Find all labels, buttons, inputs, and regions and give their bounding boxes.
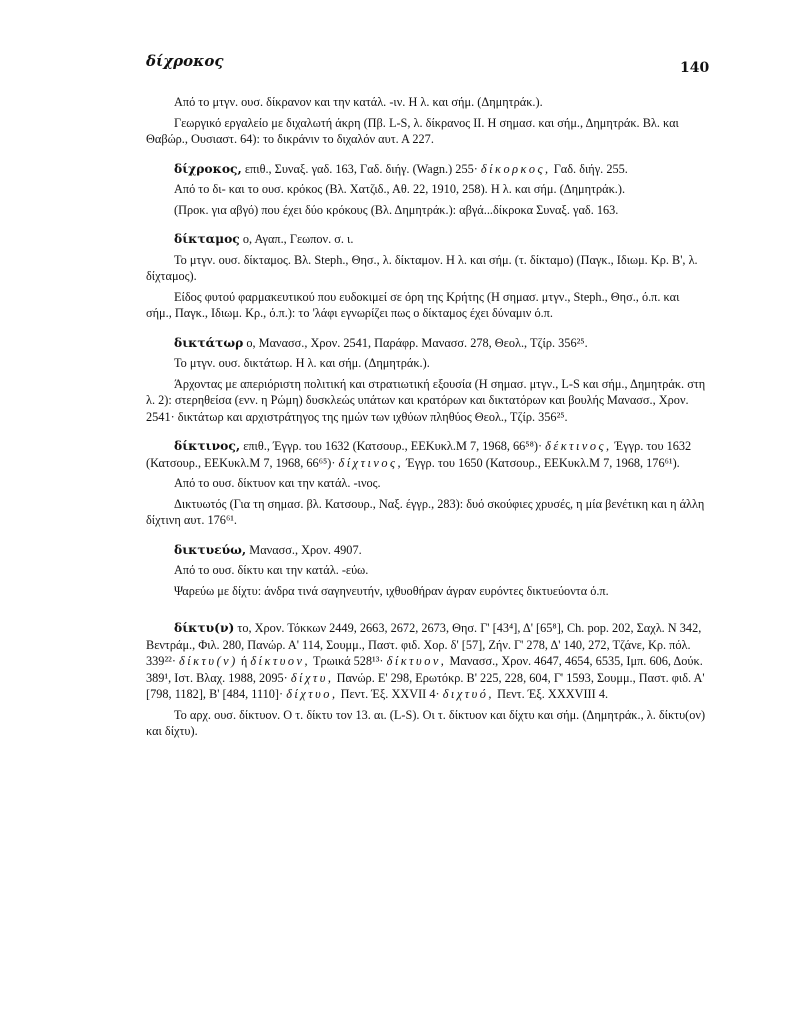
sources-text: το, Χρον. Τόκκων 2449, 2663, 2672, 2673, Θησ. Γ' [43⁴], Δ' [65⁸], Ch. pop. 202, Σαχλ. Ν 342, Βεντράμ., Φιλ. 280, Πανώρ. Α' 114, Σουμμ., Παστ. φιδ. Χορ. δ' [57], Ζήν. Γ' 278, Δ' 140, 272, Τζάνε, Κρ. πόλ. 339²²· [146, 621, 702, 668]
sources-text: ο, Μανασσ., Χρον. 2541, Παράφρ. Μανασσ. 278, Θεολ., Τζίρ. 356²⁵. [246, 335, 588, 350]
sources-text-6: Πεντ. Έξ. XXXVIII 4. [497, 687, 609, 701]
entry-dichrokos [146, 161, 706, 219]
entry-dikty [146, 620, 706, 740]
variant-form-4: δίχτυ, [290, 670, 334, 685]
headword: δίχροκος, [174, 160, 242, 176]
entry-sources [146, 335, 706, 352]
etymology: Από το ουσ. δίκτυον και την κατάλ. -ινος. [174, 476, 381, 490]
definition: Είδος φυτού φαρμακευτικού που ευδοκιμεί σε όρη της Κρήτης (Η σημασ. μτγν., Steph., Θησ., ό.π. και σήμ., Παγκ., Ιδιωμ. Κρ., ό.π.): το 'λάφι εγνωρίζει πως ο δίκταμος έχει δύναμιν ό.π. [146, 289, 680, 320]
headword: δίκταμος [174, 231, 240, 246]
headword: δίκτυ(ν) [174, 620, 235, 635]
entry-diktinos [146, 438, 706, 529]
definition: Άρχοντας με απεριόριστη πολιτική και στρατιωτική εξουσία (Η σημασ. μτγν., L-S και σήμ., Δημητράκ. στη λ. 2): στερηθείσα (ενν. η Ρώμη) δυσκλεώς υπάτων και κρατόρων και δικτατόρων και βουλής Μανασσ., Χρον. 2541· δικτάτωρ και αρχιστράτηγος της ημών των ιχθύων πληθύος Θεολ., Τζίρ. 356²⁵. [146, 376, 706, 424]
etymology: Από το ουσ. δίκτυ και την κατάλ. -εύω. [174, 563, 369, 577]
sources-text: επιθ., Συναξ. γαδ. 163, Γαδ. διήγ. (Wagn.) 255· [244, 161, 478, 176]
definition: Ψαρεύω με δίχτυ: άνδρα τινά σαγηνευτήν, ιχθυοθήραν άγραν ευρόντες δικτυεύοντα ό.π. [174, 583, 609, 598]
etymology: Το μτγν. ουσ. δικτάτωρ. Η λ. και σήμ. (Δημητράκ.). [174, 356, 430, 370]
sources-text-2: Τρωικά 528¹³· [312, 654, 384, 668]
sources-text-2: Γαδ. διήγ. 255. [553, 161, 628, 176]
variant-form-2: δίκτυον, [250, 654, 311, 668]
variant-form: δέκτινος, [545, 439, 612, 453]
etymology: Από το δι- και το ουσ. κρόκος (Βλ. Χατζιδ., Αθ. 22, 1910, 258). Η λ. και σήμ. (Δημητράκ.). [174, 182, 626, 196]
running-head: δίχροκος [146, 52, 224, 70]
variant-form: δίκορκος, [480, 161, 551, 176]
entry-sources [146, 161, 706, 178]
sources-text: επιθ., Έγγρ. του 1632 (Κατσουρ., ΕΕΚυκλ.Μ 7, 1968, 66⁵⁸)· [243, 439, 543, 453]
etymology: Το αρχ. ουσ. δίκτυον. Ο τ. δίκτυ τον 13. αι. (L-S). Οι τ. δίκτυον και δίχτυ και σήμ. (Δημητράκ., λ. δίκτυ(ον) και δίχτυ). [146, 707, 706, 738]
headword: δίκτινος, [174, 438, 241, 453]
sources-text-3: Μανασσ., Χρον. 4647, 4654, 6535, Ιμπ. 606, Δούκ. 389¹, Ιστ. Βλαχ. 1988, 2095· [146, 654, 703, 685]
entry-diktator [146, 335, 706, 426]
sources-text: Μανασσ., Χρον. 4907. [249, 542, 362, 557]
variant-form-5: δίχτυο, [286, 687, 338, 701]
entry-sources [146, 438, 706, 471]
etymology: Από το μτγν. ουσ. δίκρανον και την κατάλ. -ιν. Η λ. και σήμ. (Δημητράκ.). [174, 95, 543, 109]
page-number: 140 [680, 60, 710, 76]
headword: δικτάτωρ [174, 334, 244, 350]
sources-text-4: Πανώρ. Ε' 298, Ερωτόκρ. Β' 225, 228, 604, Γ' 1593, Σουμμ., Παστ. φιδ. Α' [798, 1182], Β' [484, 1110]· [146, 670, 705, 701]
variant-form: δίκτυ(ν) [179, 654, 238, 668]
entry-sources [146, 231, 706, 248]
connector-text: ή [240, 654, 248, 668]
definition: (Προκ. για αβγό) που έχει δύο κρόκους (Βλ. Δημητράκ.): αβγά...δίκροκα Συναξ. γαδ. 163. [174, 202, 619, 217]
entry-diktyeuo [146, 542, 706, 600]
sources-text-2: Έγγρ. του 1632 (Κατσουρ., ΕΕΚυκλ.Μ 7, 1968, 66⁶⁵)· [146, 439, 692, 470]
entry-dikranin-continuation [146, 94, 706, 148]
sources-text: ο, Αγαπ., Γεωπον. σ. ι. [242, 232, 354, 246]
definition: Δικτυωτός (Για τη σημασ. βλ. Κατσουρ., Ναξ. έγγρ., 283): δυό σκούφιες χρυσές, η μία βενέτικη και η άλλη δίχτινη αυτ. 176⁶¹. [146, 496, 705, 527]
sources-text-3: Έγγρ. του 1650 (Κατσουρ., ΕΕΚυκλ.Μ 7, 1968, 176⁶¹). [406, 455, 680, 470]
entry-sources [146, 542, 706, 559]
etymology: Το μτγν. ουσ. δίκταμος. Βλ. Steph., Θησ., λ. δίκταμον. Η λ. και σήμ. (τ. δίκταμο) (Παγκ., Ιδιωμ. Κρ. Β', λ. δίχταμος). [146, 252, 698, 283]
entry-sources [146, 620, 706, 703]
definition: Γεωργικό εργαλείο με διχαλωτή άκρη (Πβ. L-S, λ. δίκρανος II. Η σημασ. και σήμ., Δημητράκ. Βλ. και Θαβώρ., Ουσιαστ. 64): το δικράνιν το διχαλόν αυτ. Α 227. [146, 115, 679, 146]
entry-diktamos [146, 231, 706, 322]
variant-form-6: διχτυό, [442, 687, 494, 701]
variant-form-2: δίχτινος, [338, 455, 404, 470]
variant-form-3: δίκτυον, [386, 654, 447, 668]
sources-text-5: Πεντ. Έξ. XXVII 4· [340, 687, 440, 701]
headword: δικτυεύω, [174, 541, 247, 557]
page-body [146, 94, 706, 747]
